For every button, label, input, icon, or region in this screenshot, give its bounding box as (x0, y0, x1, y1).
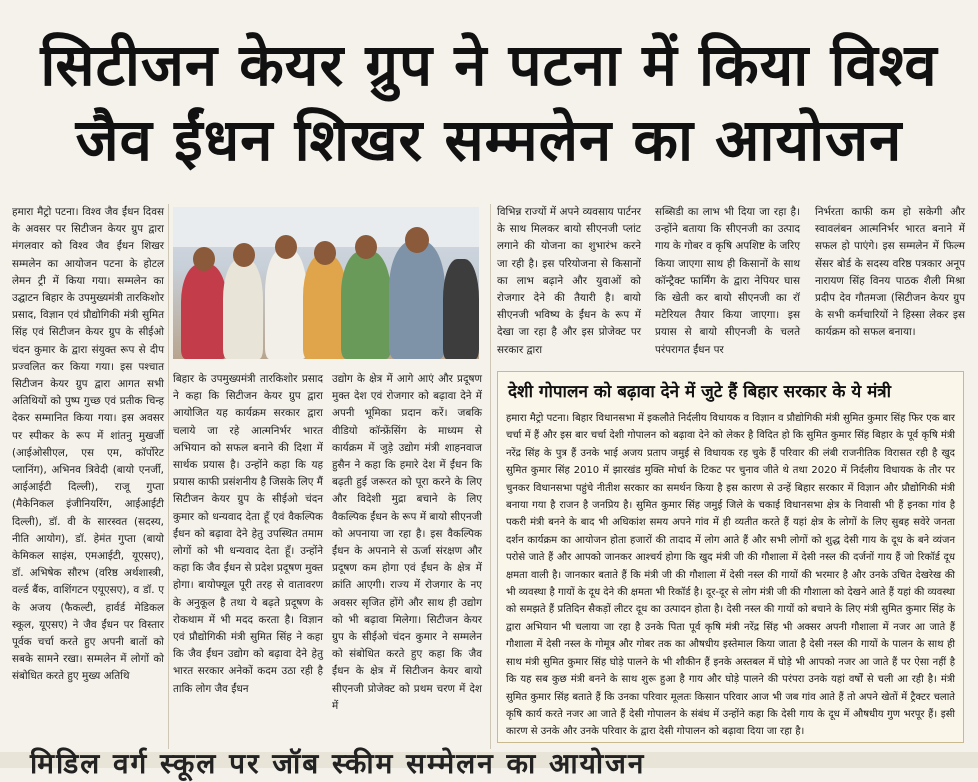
sidebar-story-title: देशी गोपालन को बढ़ावा देने में जुटे हैं बिहार सरकार के ये मंत्री (508, 382, 892, 402)
column-divider (490, 204, 491, 749)
headline-line-1: सिटीजन केयर ग्रुप ने पटना में किया विश्व (40, 31, 938, 99)
article-column-5: सब्सिडी का लाभ भी दिया जा रहा है। उन्होंने बताया कि सीएनजी का उत्पाद गाय के गोबर व कृषि अपशिष्ट के जरिए किया जाएगा साथ ही किसानों के साथ कॉन्ट्रैक्ट फार्मिंग के द्वारा नेपियर घास कि खेती कर बायो सीएनजी का रॉ मटेरियल तैयार किया जाएगा। इस प्रयास से बायो सीएनजी के चलते परंपरागत ईंधन पर (655, 206, 800, 356)
event-photo (173, 207, 479, 359)
next-headline-text: मिडिल वर्ग स्कूल पर जॉब स्कीम सम्मेलन का आयोजन (30, 747, 646, 780)
article-column-1: हमारा मैट्रो पटना। विश्व जैव ईंधन दिवस के अवसर पर सिटीजन केयर ग्रुप द्वारा मंगलवार को विश्व जैव ईंधन शिखर सम्मलेन का आयोजन पटना के होटल लेमन ट्री में किया गया। सम्मलेन का उद्घाटन बिहार के उपमुख्यमंत्री तारकिशोर प्रसाद, विज्ञान एवं प्रौद्योगिकी मंत्री सुमित सिंह एवं सिटीजन केयर ग्रुप के सीईओ चंदन कुमार के द्वारा संयुक्त रूप से दीप प्रज्वलित कर किया गया। इस पश्चात सिटीजन केयर ग्रुप द्वारा आगत सभी अतिथियों को पुष्प गुच्छ एवं प्रतीक चिन्ह देकर सम्मानित किया गया। इस अवसर पर स्पीकर के रूप में शांतनु मुखर्जी (आईओसीएल, एस एम, कॉर्पोरेट प्लानिंग), अभिनव त्रिवेदी (बायो एनर्जी, आईआईटी दिल्ली), राजू गुप्ता (मैकेनिकल इंजीनियरिंग, आईआईटी दिल्ली), डॉ. वी के सारस्वत (सदस्य, नीति आयोग), डॉ. हेमंत गुप्ता (बायो केमिकल साइंस, एमआईटी, यूएसए), डॉ. अभिषेक सौरभ (वरिष्ठ अर्थशास्त्री, वर्ल्ड बैंक, वाशिंगटन एयूएसए), व डॉ. ए के अजय (फैकल्टी, हार्वर्ड मेडिकल स्कूल, यूएसए) ने जैव ईंधन पर विस्तार पूर्वक चर्चा करते हुए अपनी बातों को सबके सामने रखा। सम्मलेन में लोगों को संबोधित करते हुए मुख्य अतिथि (12, 206, 164, 683)
next-headline-strip (0, 747, 978, 780)
sidebar-story-body: हमारा मैट्रो पटना। बिहार विधानसभा में इकलौते निर्दलीय विधायक व विज्ञान व प्रौद्योगिकी मंत्री सुमित कुमार सिंह फिर एक बार चर्चा में हैं और इस बार चर्चा देशी गोपालन को बढ़ावा देने को लेकर है विदित हो कि सुमित कुमार सिंह बिहार के पूर्व कृषि मंत्री नरेंद्र सिंह के पुत्र हैं उनके भाई अजय प्रताप जमुई से विधायक रह चुके हैं परिवार की लंबी राजनीतिक विरासत रही है खुद सुमित कुमार सिंह 2010 में झारखंड मुक्ति मोर्चा के टिकट पर चुनाव जीते थे तथा 2020 में निर्दलीय विधायक के तौर पर चुनकर विधानसभा पहुंचे नीतीश सरकार का समर्थन किया है इस कारण से उन्हें बिहार सरकार में विज्ञान और प्रौद्योगिकी मंत्री बनाया गया है राजन है जनप्रिय है। सुमित कुमार सिंह जमुई जिले के चकाई विधानसभा क्षेत्र के निवासी भी हैं इनका गांव है पकरी मंत्री बनने के बाद भी अधिकांश समय अपने गांव में ही व्यतीत करते हैं यहां क्षेत्र के लोगों के लिए सुबह सवेरे जनता दर्शन कार्यक्रम का आयोजन होता हजारों की तादाद में लोग आते हैं और सभी लोगों को शुद्ध देसी गाय के दूध के बने व्यंजन परोसे जाते हैं और आपको जानकर आश्चर्य होगा कि खुद मंत्री जी की गौशाला में देसी नस्ल की दर्जनों गाय हैं जो रिकॉर्ड दूध क्षमता वाली है। जानकार बताते हैं कि मंत्री जी की गौशाला में देसी नस्ल की गायों की भरमार है और उनके उचित देखरेख की भी व्यवस्था है गायों के दूध देने की क्षमता भी रिकॉर्ड है। दूर-दूर से लोग मंत्री जी की गौशाला को देखने आते हैं यहां की व्यवस्था को समझते हैं प्रतिदिन सैकड़ों लीटर दूध का उत्पादन होता है। देसी नस्ल की गायों को बचाने के लिए मंत्री सुमित कुमार सिंह के द्वारा अभियान भी चलाया जा रहा है उनके पिता पूर्व कृषि मंत्री नरेंद्र सिंह भी अक्सर अपनी गौशाला में नजर आ जाते हैं गौशाला में देसी नस्ल के गोमूत्र और गोबर तक का औषधीय इस्तेमाल किया जाता है देसी नस्ल की गायों के पालन के साथ ही साथ मंत्री सुमित कुमार सिंह घोड़े पालने के भी शौकीन हैं इनके अस्तबल में घोड़े भी आपको नजर आ जाते हैं पर ऐसा नहीं है कि यह सब कुछ मंत्री बनने के साथ शुरू हुआ है गाय और घोड़े पालने की परंपरा उनके यहां वर्षों से चली आ रही है। मंत्री सुमित कुमार सिंह बताते हैं कि उनका परिवार मूलतः किसान परिवार आज भी जब गांव आते हैं तो अपने खेतों में ट्रैक्टर चलाते कृषि कार्य करते नजर आ जाते हैं देसी गोपालन के संबंध में उन्होंने कहा कि देसी गाय के दूध में औषधीय गुण भरपूर हैं। इसी कारण से उनके और उनके परिवार के द्वारा देसी गोपालन को बढ़ावा दिया जा रहा है। (506, 413, 955, 738)
column-divider (168, 204, 169, 749)
article-column-6: निर्भरता काफी कम हो सकेगी और स्वावलंबन आत्मनिर्भर भारत बनाने में सफल हो पाएंगे। इस सम्मलेन में फिल्म सेंसर बोर्ड के सदस्य वरिष्ठ पत्रकार अनूप नारायण सिंह विनय पाठक शैली मिश्रा प्रदीप देव गौतमजा (सिटीजन केयर ग्रुप के सभी कर्मचारियों ने हिस्सा लेकर इस कार्यक्रम को सफल बनाया। (815, 206, 965, 339)
article-column-3: उद्योग के क्षेत्र में आगे आएं और प्रदूषण मुक्त देश एवं रोजगार को बढ़ावा देने में अपनी भूमिका प्रदान करें। जबकि वीडियो कॉन्फ्रेंसिंग के माध्यम से कार्यक्रम में जुड़े उद्योग मंत्री शाहनवाज हुसैन ने कहा कि हमारे देश में ईंधन कि बढ़ती हुई जरूरत को पूरा करने के लिए और विदेशी मुद्रा बचाने के लिए वैकल्पिक ईंधन के रूप में बायो सीएनजी को अपनाया जा रहा है। इस वैकल्पिक ईंधन के अपनाने से ऊर्जा संरक्षण और प्रदूषण कम होगा एवं ईंधन के क्षेत्र में क्रांति आएगी। राज्य में रोजगार के नए अवसर सृजित होंगे और साथ ही उद्योग को भी बढ़ावा मिलेगा। सिटीजन केयर ग्रुप के सीईओ चंदन कुमार ने सम्मलेन को संबोधित करते हुए कहा कि जैव ईंधन के क्षेत्र में सिटीजन केयर बायो सीएनजी प्रोजेक्ट को प्रथम चरण में देश में (332, 373, 482, 712)
article-column-4: विभिन्न राज्यों में अपने व्यवसाय पार्टनर के साथ मिलकर बायो सीएनजी प्लांट लगाने की योजना का शुभारंभ करने जा रही है। इस परियोजना से किसानों का लाभ बढ़ाने और युवाओं को रोजगार देने की तैयारी है। बायो सीएनजी भविष्य के ईंधन के रूप में देखा जा रहा है और इस प्रोजेक्ट पर सरकार द्वारा (497, 206, 641, 356)
article-column-2: बिहार के उपमुख्यमंत्री तारकिशोर प्रसाद ने कहा कि सिटीजन केयर ग्रुप द्वारा आयोजित यह कार्यक्रम सरकार द्वारा चलाये जा रहे आत्मनिर्भर भारत अभियान को सफल बनाने की दिशा में सार्थक प्रयास है। उन्होंने कहा कि यह प्रयास काफी प्रसंशनीय है जिसके लिए मैं सिटीजन केयर ग्रुप के सीईओ चंदन कुमार को धन्यवाद देता हूँ एवं वैकल्पिक ईंधन को बढ़ावा देने हेतु उपस्थित तमाम लोगों को भी धन्यवाद देता हूँ। उन्होंने कहा कि जैव ईंधन से प्रदेश प्रदूषण मुक्त होगा। बायोफ्यूल पूरी तरह से वातावरण के अनुकूल है तथा ये बढ़ते प्रदूषण के रोकथाम में भी मदद करता है। विज्ञान एवं प्रौद्योगिकी मंत्री सुमित सिंह ने कहा कि जैव ईंधन उद्योग को बढ़ावा देने हेतु भारत सरकार अनेकों कदम उठा रही है ताकि लोग जैव ईंधन (173, 373, 323, 695)
headline-line-2: जैव ईंधन शिखर सम्मलेन का आयोजन (75, 106, 903, 174)
sidebar-story-box (497, 371, 964, 743)
